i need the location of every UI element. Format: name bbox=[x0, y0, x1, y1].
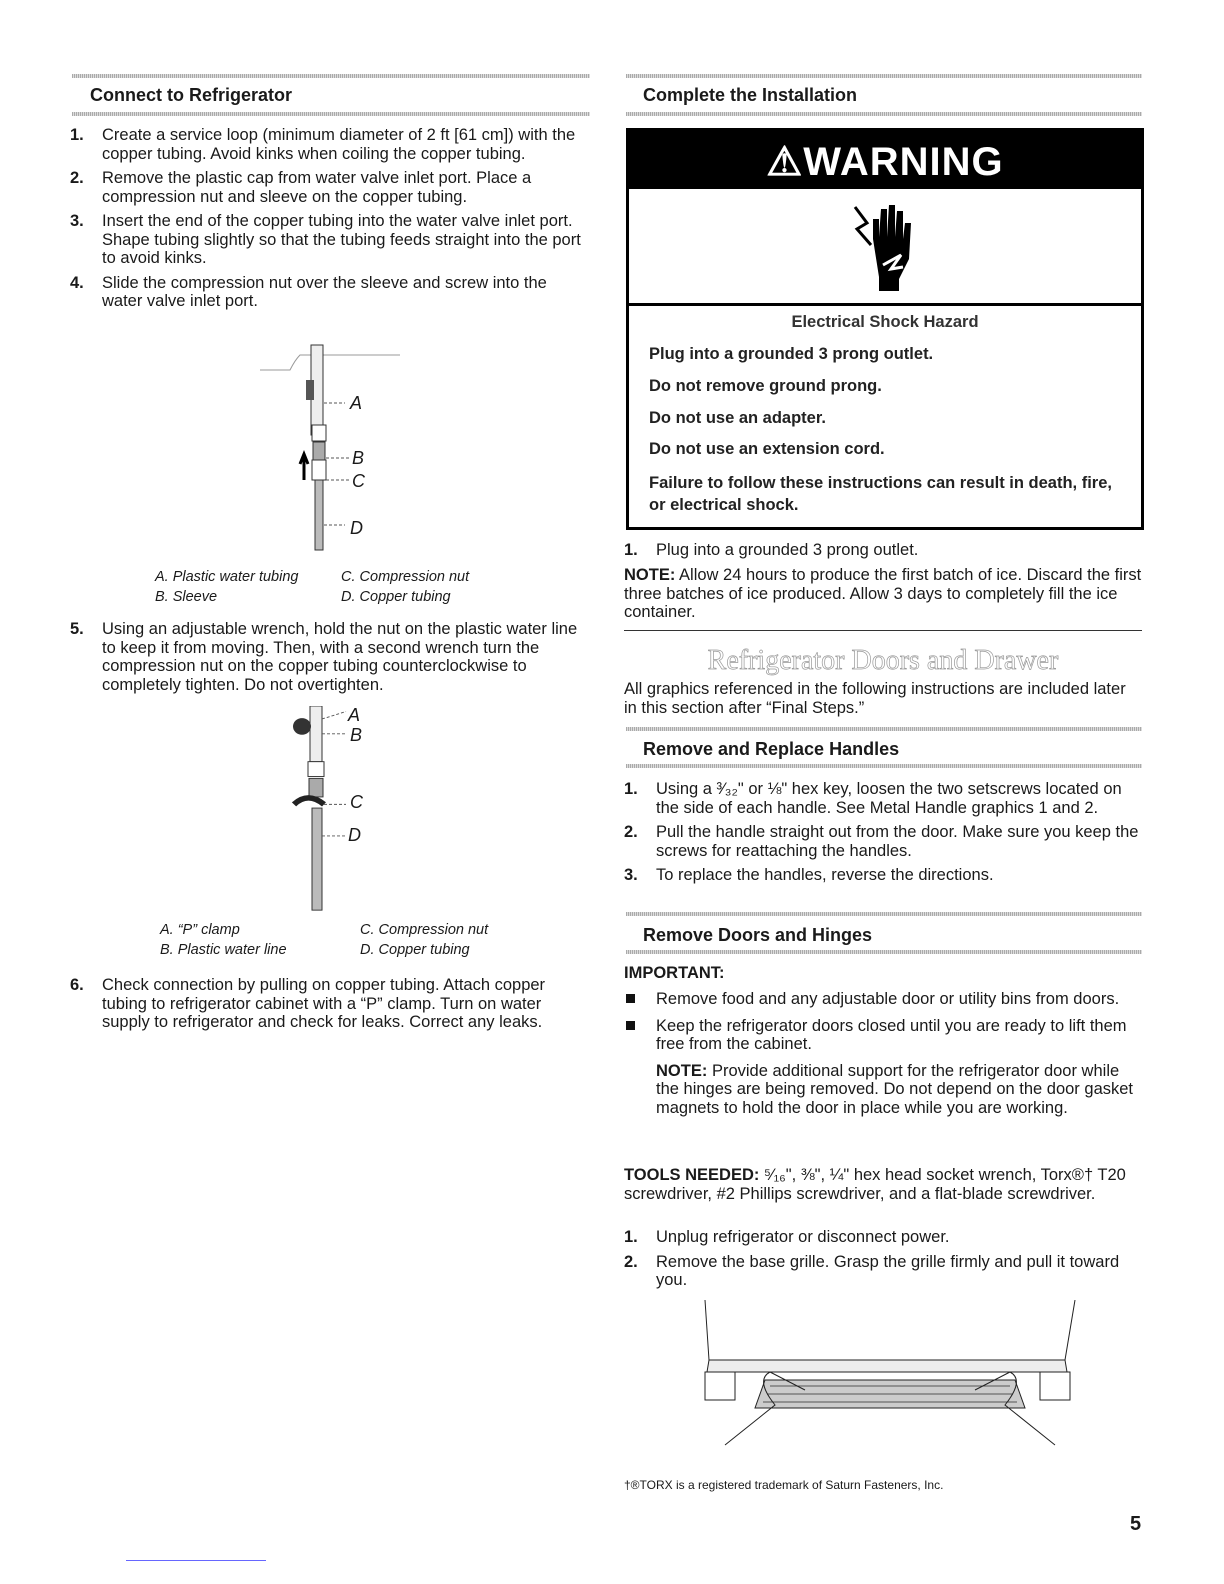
step: 2. Remove the plastic cap from water valve inlet port. Place a compression nut and sleeve on the copper tubing. bbox=[70, 169, 532, 206]
warning-line: Do not use an extension cord. bbox=[649, 440, 885, 458]
step: 1. Plug into a grounded 3 prong outlet. bbox=[624, 541, 919, 559]
page-number: 5 bbox=[1130, 1513, 1142, 1535]
hinge-note: NOTE: Provide additional support for the refrigerator door while the hinges are being removed. Do not depend on the door gasket magnets to hold the door in place while you are working. bbox=[656, 1061, 1134, 1117]
label-b: B bbox=[350, 725, 363, 745]
divider bbox=[624, 630, 1142, 631]
caption: D. Copper tubing bbox=[341, 589, 451, 605]
heading-doors: Remove Doors and Hinges bbox=[643, 925, 873, 945]
label-b: B bbox=[352, 448, 365, 468]
base-grille-removal-illustration bbox=[695, 1300, 1085, 1450]
step-5 bbox=[70, 620, 590, 700]
step: 2. Remove the base grille. Grasp the grille firmly and pull it toward you. bbox=[624, 1252, 1120, 1289]
caption: D. Copper tubing bbox=[360, 942, 470, 958]
caption: A. Plastic water tubing bbox=[155, 569, 299, 585]
label-d: D bbox=[348, 825, 361, 845]
label-a: A bbox=[350, 393, 363, 413]
p-clamp-illustration bbox=[280, 706, 400, 912]
important-bullets bbox=[624, 990, 1142, 1117]
step: 4. Slide the compression nut over the sleeve and screw into the water valve inlet port. bbox=[70, 273, 547, 310]
heading-complete: Complete the Installation bbox=[643, 85, 858, 105]
label-c: C bbox=[352, 471, 365, 491]
label-d: D bbox=[350, 518, 363, 538]
divider bbox=[626, 727, 1142, 731]
tubing-connection-illustration bbox=[250, 340, 410, 555]
divider bbox=[72, 112, 590, 116]
divider bbox=[626, 950, 1142, 954]
bottom-line bbox=[126, 1560, 266, 1561]
warning-line: Do not remove ground prong. bbox=[649, 377, 882, 395]
section-intro: All graphics referenced in the following instructions are included later in this section after “Final Steps.” bbox=[624, 680, 1126, 717]
warning-triangle-icon: ⚠ bbox=[766, 140, 804, 184]
step: 1. Using a ³⁄₃₂" or ⅛" hex key, loosen the two setscrews located on the side of each handle. See Metal Handle graphics 1 and 2. bbox=[624, 780, 1122, 817]
handle-steps bbox=[624, 780, 1142, 891]
label-c: C bbox=[350, 792, 363, 812]
hazard-title: Electrical Shock Hazard bbox=[791, 313, 979, 331]
warning-line: Do not use an adapter. bbox=[649, 409, 826, 427]
tools-needed: TOOLS NEEDED: ⁵⁄₁₆", ⅜", ¼" hex head socket wrench, Torx®† T20 screwdriver, #2 Phillips screwdriver, and a flat-blade screwdriver. bbox=[624, 1166, 1126, 1203]
heading-connect: Connect to Refrigerator bbox=[90, 85, 293, 105]
divider bbox=[626, 764, 1142, 768]
warning-line: Plug into a grounded 3 prong outlet. bbox=[649, 345, 934, 363]
caption: C. Compression nut bbox=[341, 569, 470, 585]
step: 2. Pull the handle straight out from the door. Make sure you keep the screws for reattaching the handles. bbox=[624, 823, 1139, 860]
ice-note: NOTE: Allow 24 hours to produce the first batch of ice. Discard the first three batches of ice produced. Allow 3 days to completely fill the ice container. bbox=[624, 566, 1142, 621]
divider bbox=[626, 112, 1142, 116]
warning-line: Failure to follow these instructions can result in death, fire, or electrical shock. bbox=[649, 474, 1112, 514]
divider bbox=[72, 74, 590, 78]
warning-header: ⚠WARNING bbox=[629, 131, 1141, 189]
footnote: †®TORX is a registered trademark of Saturn Fasteners, Inc. bbox=[624, 1478, 944, 1492]
step-6 bbox=[70, 976, 590, 1038]
divider bbox=[626, 912, 1142, 916]
divider bbox=[626, 74, 1142, 78]
step: 3. Insert the end of the copper tubing into the water valve inlet port. Shape tubing slightly so that the tubing feeds straight into the port to avoid kinks. bbox=[70, 212, 581, 267]
step: 3. To replace the handles, reverse the directions. bbox=[624, 866, 994, 884]
bullet-item: Keep the refrigerator doors closed until you are ready to lift them free from the cabinet. bbox=[624, 1017, 1142, 1054]
door-steps bbox=[624, 1228, 1142, 1296]
step: 1. Unplug refrigerator or disconnect power. bbox=[624, 1228, 950, 1246]
important-label: IMPORTANT: bbox=[624, 964, 725, 982]
warning-box bbox=[626, 128, 1144, 530]
label-a: A bbox=[348, 705, 361, 725]
heading-handles: Remove and Replace Handles bbox=[643, 739, 900, 759]
caption: C. Compression nut bbox=[360, 922, 489, 938]
caption: B. Sleeve bbox=[155, 589, 218, 605]
step: 1. Create a service loop (minimum diameter of 2 ft [61 cm]) with the copper tubing. Avoid kinks when coiling the copper tubing. bbox=[70, 126, 576, 163]
electrical-shock-hand-icon bbox=[851, 199, 921, 294]
step: 6. Check connection by pulling on copper tubing. Attach copper tubing to refrigerator cabinet with a “P” clamp. Turn on water supply to refrigerator and check for leaks. Correct any leaks. bbox=[70, 976, 546, 1031]
caption: B. Plastic water line bbox=[160, 942, 287, 958]
bullet-item: Remove food and any adjustable door or utility bins from doors. bbox=[624, 990, 1142, 1009]
caption: A. “P” clamp bbox=[160, 922, 240, 938]
install-steps bbox=[624, 541, 1142, 566]
section-title: Refrigerator Doors and Drawer bbox=[707, 645, 1059, 676]
connect-steps bbox=[70, 126, 590, 317]
step: 5. Using an adjustable wrench, hold the nut on the plastic water line to keep it from moving. Then, with a second wrench turn the compression nut on the copper tubing counterclockwise to completely tighten. Do not overtighten. bbox=[70, 620, 578, 694]
divider bbox=[629, 303, 1141, 306]
